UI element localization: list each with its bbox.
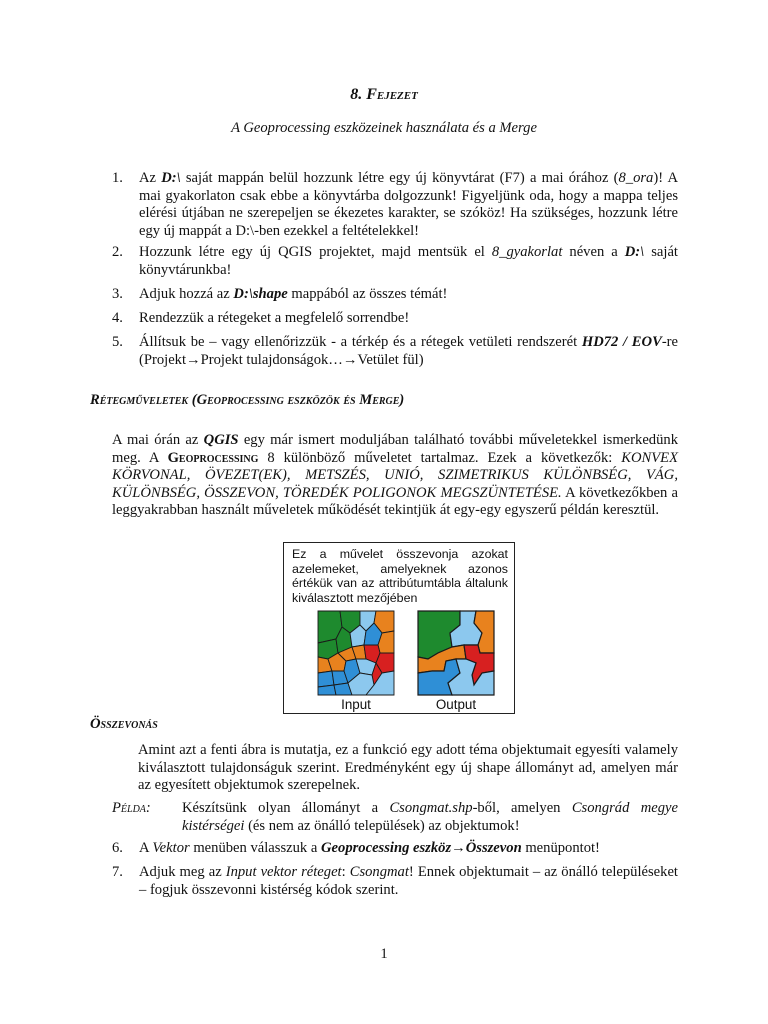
chapter-title: Fejezet xyxy=(366,86,418,103)
list-item xyxy=(112,286,678,304)
example-text: Készítsünk olyan állományt a Csongmat.shp-ből, amelyen Csongrád megye kistérségei (és nem az önálló települések) az objektumok! xyxy=(182,800,678,834)
intro-paragraph: A mai órán az QGIS egy már ismert moduljában található további műveletekkel ismerkedünk meg. A Geoprocessing 8 különböző műveletet tartalmaz. Ezek a következők: KONVEX KÖRVONAL, ÖVEZET(EK), METSZÉS, UNIÓ, SZIMETRIKUS KÜLÖNBSÉG, VÁG, KÜLÖNBSÉG, ÖSSZEVON, TÖREDÉK POLIGONOK MEGSZÜNTETÉSE. A következőkben a leggyakrabban használt műveletek működését tekintjük át egy-egy egyszerű példán keresztül. xyxy=(112,432,678,519)
list-text: Állítsuk be – vagy ellenőrizzük - a térkép és a rétegek vetületi rendszerét HD72 / EOV-re (Projekt→Projekt tulajdonságok…→Vetület fül) xyxy=(139,334,679,368)
merge-description: Amint azt a fenti ábra is mutatja, ez a funkció egy adott téma objektumait egyesíti valamely kiválasztott tulajdonságuk szerint. Eredményként egy új shape állományt ad, amelyen már az egyesített objektumok szerepelnek. xyxy=(138,742,678,794)
list-number: 6. xyxy=(112,840,123,856)
section-heading: Összevonás xyxy=(90,716,158,732)
list-number: 2. xyxy=(112,244,123,260)
list-number: 7. xyxy=(112,864,123,880)
list-item xyxy=(112,244,678,279)
output-map xyxy=(416,609,496,697)
list-number: 5. xyxy=(112,334,123,350)
list-text: Rendezzük a rétegeket a megfelelő sorrendbe! xyxy=(139,310,410,326)
chapter-subtitle: A Geoprocessing eszközeinek használata és a Merge xyxy=(231,120,537,136)
list-item xyxy=(112,170,678,240)
list-text: Az D:\ saját mappán belül hozzunk létre egy új könyvtárat (F7) a mai órához (8_ora)! A mai gyakorlaton csak ebbe a könyvtárba dolgozzunk! Figyeljünk oda, hogy a mappa teljes elérési útjában ne szerepeljen se ékezetes karakter, se szóköz! Ha szükséges, hozzunk létre egy új mappát a D:\-ben ezekkel a feltételekkel! xyxy=(139,170,678,239)
input-map xyxy=(316,609,396,697)
figure-caption: Ez a művelet összevonja azokat azelemeket, amelyeknek azonos értékük van az attribútumtábla általunk kiválasztott mezőjében xyxy=(292,547,508,605)
example-block xyxy=(112,800,678,835)
input-label: Input xyxy=(341,697,371,712)
list-number: 1. xyxy=(112,170,123,186)
output-label: Output xyxy=(435,697,477,712)
list-text: Hozzunk létre egy új QGIS projektet, majd mentsük el 8_gyakorlat néven a D:\ saját könyvtárunkba! xyxy=(139,244,678,278)
arrow-right-icon: → xyxy=(451,840,466,856)
list-text: Adjuk hozzá az D:\shape mappából az összes témát! xyxy=(139,286,448,302)
list-number: 3. xyxy=(112,286,123,302)
list-item xyxy=(112,310,678,328)
chapter-number: 8. xyxy=(350,86,363,103)
list-text: A Vektor menüben válasszuk a Geoprocessing eszköz→Összevon menüpontot! xyxy=(139,840,600,856)
example-label: Példa: xyxy=(112,800,151,816)
list-item xyxy=(112,840,678,858)
list-item xyxy=(112,334,678,369)
chapter-heading xyxy=(0,86,768,104)
list-number: 4. xyxy=(112,310,123,326)
list-text: Adjuk meg az Input vektor réteget: Csongmat! Ennek objektumait – az önálló településeket – fogjuk összevonni kistérség kódok szerint. xyxy=(139,864,678,898)
arrow-right-icon: → xyxy=(342,351,358,368)
page-number: 1 xyxy=(380,946,388,962)
arrow-right-icon: → xyxy=(186,351,201,368)
merge-figure xyxy=(283,542,515,714)
list-item xyxy=(112,864,678,899)
section-heading: Rétegműveletek (Geoprocessing eszközök és Merge) xyxy=(90,392,405,408)
